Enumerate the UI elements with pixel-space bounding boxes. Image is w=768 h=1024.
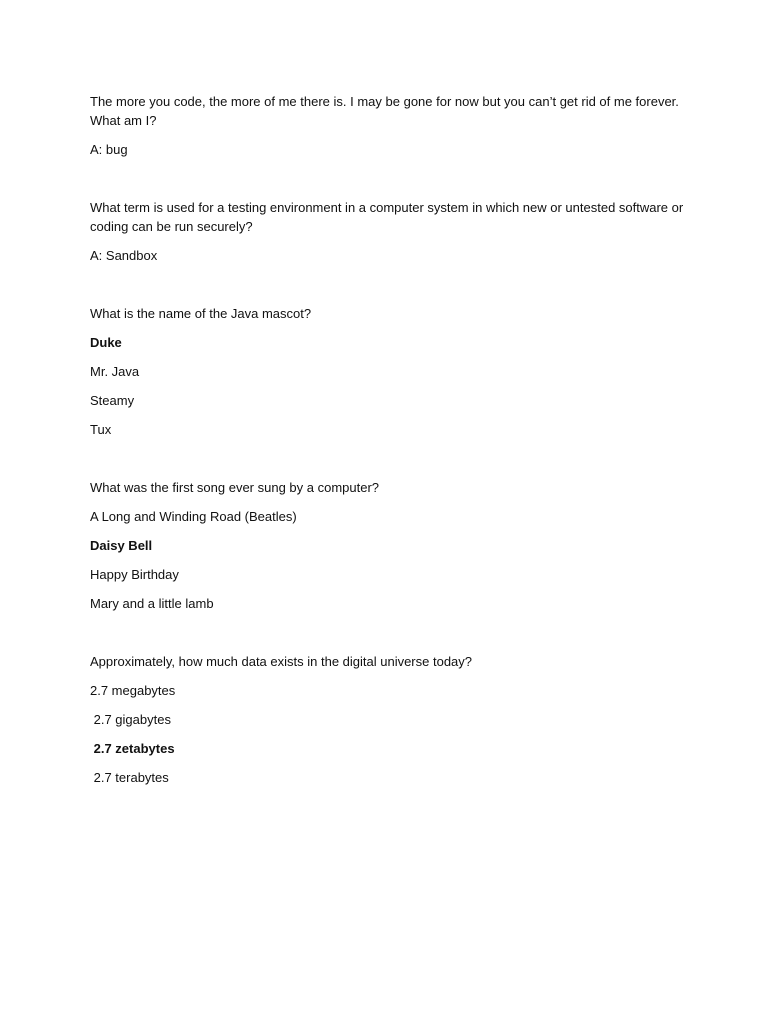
question-text: What term is used for a testing environment in a computer system in which new or untested software or coding can be run securely? — [90, 200, 684, 234]
option: Steamy — [90, 393, 135, 408]
question-text: The more you code, the more of me there is. I may be gone for now but you can’t get rid of me forever. What am I? — [90, 94, 679, 128]
answer-text: A: bug — [90, 142, 128, 157]
question-block-2 — [90, 198, 690, 265]
option: 2.7 gigabytes — [90, 712, 171, 727]
document-content — [90, 92, 690, 797]
option: Mr. Java — [90, 364, 140, 379]
spacer — [90, 275, 690, 304]
question-block-5 — [90, 652, 690, 787]
option-correct: 2.7 zetabytes — [90, 741, 175, 756]
question-text: What is the name of the Java mascot? — [90, 306, 312, 321]
option: 2.7 megabytes — [90, 683, 176, 698]
option: Tux — [90, 422, 112, 437]
option: Mary and a little lamb — [90, 596, 214, 611]
question-block-4 — [90, 478, 690, 613]
option-correct: Daisy Bell — [90, 538, 153, 553]
question-text: Approximately, how much data exists in the digital universe today? — [90, 654, 473, 669]
question-text: What was the first song ever sung by a computer? — [90, 480, 380, 495]
question-block-1 — [90, 92, 690, 159]
question-block-3 — [90, 304, 690, 439]
spacer — [90, 623, 690, 652]
option-correct: Duke — [90, 335, 122, 350]
spacer — [90, 169, 690, 198]
option: A Long and Winding Road (Beatles) — [90, 509, 297, 524]
answer-text: A: Sandbox — [90, 248, 158, 263]
option: Happy Birthday — [90, 567, 179, 582]
option: 2.7 terabytes — [90, 770, 169, 785]
spacer — [90, 449, 690, 478]
